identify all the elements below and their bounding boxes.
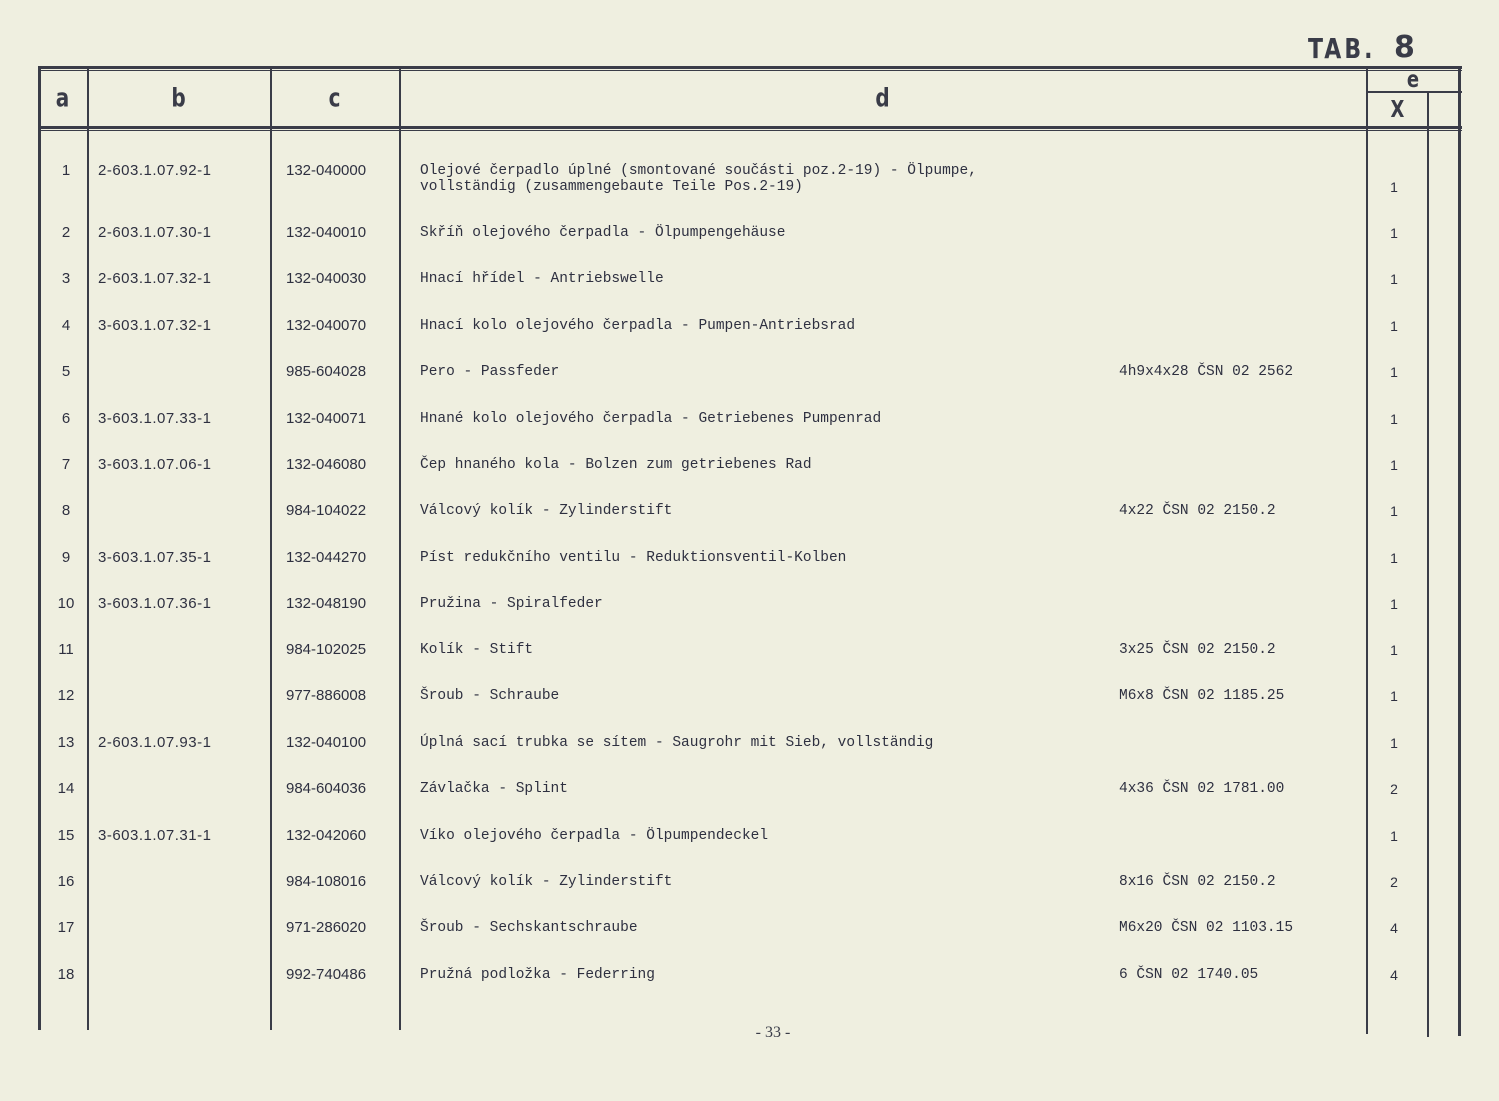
part-description: Čep hnaného kola - Bolzen zum getriebenes Rad (420, 457, 812, 473)
table-row (0, 688, 1499, 718)
table-row (0, 503, 1499, 533)
part-number: 132-048190 (286, 595, 367, 612)
table-top-border-inner (38, 70, 1462, 71)
part-description: Pružina - Spiralfeder (420, 596, 603, 612)
part-number: 132-040071 (286, 410, 367, 427)
quantity: 1 (1390, 688, 1398, 704)
part-description: Pružná podložka - Federring (420, 967, 655, 983)
table-row (0, 457, 1499, 487)
part-description: Hnací kolo olejového čerpadla - Pumpen-Antriebsrad (420, 318, 856, 334)
standard-designation: 4x22 ČSN 02 2150.2 (1119, 503, 1276, 519)
part-description: Hnané kolo olejového čerpadla - Getriebenes Pumpenrad (420, 411, 882, 427)
drawing-number: 3-603.1.07.31-1 (98, 827, 212, 844)
quantity: 1 (1390, 411, 1398, 427)
part-number: 977-886008 (286, 687, 367, 704)
position-number: 5 (61, 363, 71, 380)
part-number: 132-046080 (286, 456, 367, 473)
quantity: 1 (1390, 642, 1398, 658)
table-row (0, 967, 1499, 997)
position-number: 9 (61, 549, 71, 566)
table-row (0, 642, 1499, 672)
column-header-b: b (171, 82, 186, 114)
table-row (0, 364, 1499, 394)
part-number: 984-102025 (286, 641, 367, 658)
quantity: 1 (1390, 828, 1398, 844)
table-row (0, 596, 1499, 626)
standard-designation: M6x20 ČSN 02 1103.15 (1119, 920, 1294, 936)
drawing-number: 3-603.1.07.35-1 (98, 549, 212, 566)
table-row (0, 550, 1499, 580)
part-description: Kolík - Stift (420, 642, 534, 658)
position-number: 1 (61, 162, 71, 179)
quantity: 1 (1390, 550, 1398, 566)
part-number: 132-040010 (286, 224, 367, 241)
quantity: 1 (1390, 179, 1398, 195)
position-number: 2 (61, 224, 71, 241)
standard-designation: 4x36 ČSN 02 1781.00 (1119, 781, 1285, 797)
position-number: 16 (57, 873, 75, 890)
part-number: 992-740486 (286, 966, 367, 983)
position-number: 7 (61, 456, 71, 473)
part-description: Olejové čerpadlo úplné (smontované součásti poz.2-19) - Ölpumpe, (420, 163, 977, 179)
table-row (0, 225, 1499, 255)
quantity: 1 (1390, 735, 1398, 751)
position-number: 10 (57, 595, 75, 612)
position-number: 13 (57, 734, 75, 751)
position-number: 11 (58, 641, 74, 658)
table-row (0, 874, 1499, 904)
drawing-number: 3-603.1.07.06-1 (98, 456, 212, 473)
quantity: 4 (1390, 967, 1398, 983)
drawing-number: 3-603.1.07.36-1 (98, 595, 212, 612)
quantity: 2 (1390, 874, 1398, 890)
part-number: 132-044270 (286, 549, 367, 566)
header-separator (38, 126, 1462, 129)
position-number: 8 (61, 502, 71, 519)
part-description: Šroub - Sechskantschraube (420, 920, 638, 936)
position-number: 17 (57, 919, 75, 936)
table-row (0, 920, 1499, 950)
standard-designation: 4h9x4x28 ČSN 02 2562 (1119, 364, 1294, 380)
drawing-number: 3-603.1.07.33-1 (98, 410, 212, 427)
quantity: 4 (1390, 920, 1398, 936)
part-description: Válcový kolík - Zylinderstift (420, 874, 673, 890)
part-description: Válcový kolík - Zylinderstift (420, 503, 673, 519)
table-row (0, 318, 1499, 348)
position-number: 4 (61, 317, 71, 334)
drawing-number: 2-603.1.07.92-1 (98, 162, 212, 179)
table-row (0, 735, 1499, 765)
page-number: - 33 - (755, 1024, 791, 1041)
standard-designation: 3x25 ČSN 02 2150.2 (1119, 642, 1276, 658)
position-number: 3 (61, 270, 71, 287)
table-row (0, 781, 1499, 811)
position-number: 14 (57, 780, 75, 797)
part-description: Víko olejového čerpadla - Ölpumpendeckel (420, 828, 769, 844)
drawing-number: 3-603.1.07.32-1 (98, 317, 212, 334)
quantity: 1 (1390, 271, 1398, 287)
quantity: 1 (1390, 596, 1398, 612)
table-row (0, 411, 1499, 441)
quantity: 1 (1390, 364, 1398, 380)
drawing-number: 2-603.1.07.30-1 (98, 224, 212, 241)
standard-designation: 8x16 ČSN 02 2150.2 (1119, 874, 1276, 890)
part-number: 971-286020 (286, 919, 367, 936)
part-number: 984-104022 (286, 502, 367, 519)
table-row (0, 163, 1499, 193)
column-header-c: c (328, 82, 341, 114)
column-header-x: X (1390, 96, 1405, 124)
part-description-continued: vollständig (zusammengebaute Teile Pos.2-19) (420, 179, 803, 195)
column-header-d: d (875, 82, 890, 114)
part-description: Píst redukčního ventilu - Reduktionsventil-Kolben (420, 550, 847, 566)
standard-designation: M6x8 ČSN 02 1185.25 (1119, 688, 1285, 704)
part-description: Závlačka - Splint (420, 781, 568, 797)
drawing-number: 2-603.1.07.93-1 (98, 734, 212, 751)
drawing-number: 2-603.1.07.32-1 (98, 270, 212, 287)
part-number: 984-108016 (286, 873, 367, 890)
part-description: Úplná sací trubka se sítem - Saugrohr mit Sieb, vollständig (420, 735, 934, 751)
part-number: 985-604028 (286, 363, 367, 380)
table-row (0, 271, 1499, 301)
header-separator-inner (38, 130, 1462, 131)
part-number: 132-040100 (286, 734, 367, 751)
table-top-border (38, 66, 1462, 69)
part-number: 132-042060 (286, 827, 367, 844)
table-row (0, 828, 1499, 858)
tab-number: 8 (1394, 30, 1415, 65)
position-number: 15 (57, 827, 75, 844)
part-description: Šroub - Schraube (420, 688, 560, 704)
tab-label: TAB. (1308, 34, 1376, 66)
part-number: 132-040030 (286, 270, 367, 287)
standard-designation: 6 ČSN 02 1740.05 (1119, 967, 1259, 983)
quantity: 1 (1390, 457, 1398, 473)
position-number: 6 (61, 410, 71, 427)
part-number: 132-040000 (286, 162, 367, 179)
part-description: Skříň olejového čerpadla - Ölpumpengehäuse (420, 225, 786, 241)
quantity: 1 (1390, 503, 1398, 519)
part-description: Pero - Passfeder (420, 364, 560, 380)
quantity: 1 (1390, 318, 1398, 334)
column-header-a: a (55, 82, 70, 114)
quantity: 1 (1390, 225, 1398, 241)
part-number: 984-604036 (286, 780, 367, 797)
part-number: 132-040070 (286, 317, 367, 334)
quantity: 2 (1390, 781, 1398, 797)
position-number: 12 (57, 687, 75, 704)
position-number: 18 (57, 966, 75, 983)
column-header-e: e (1406, 66, 1420, 94)
part-description: Hnací hřídel - Antriebswelle (420, 271, 664, 287)
